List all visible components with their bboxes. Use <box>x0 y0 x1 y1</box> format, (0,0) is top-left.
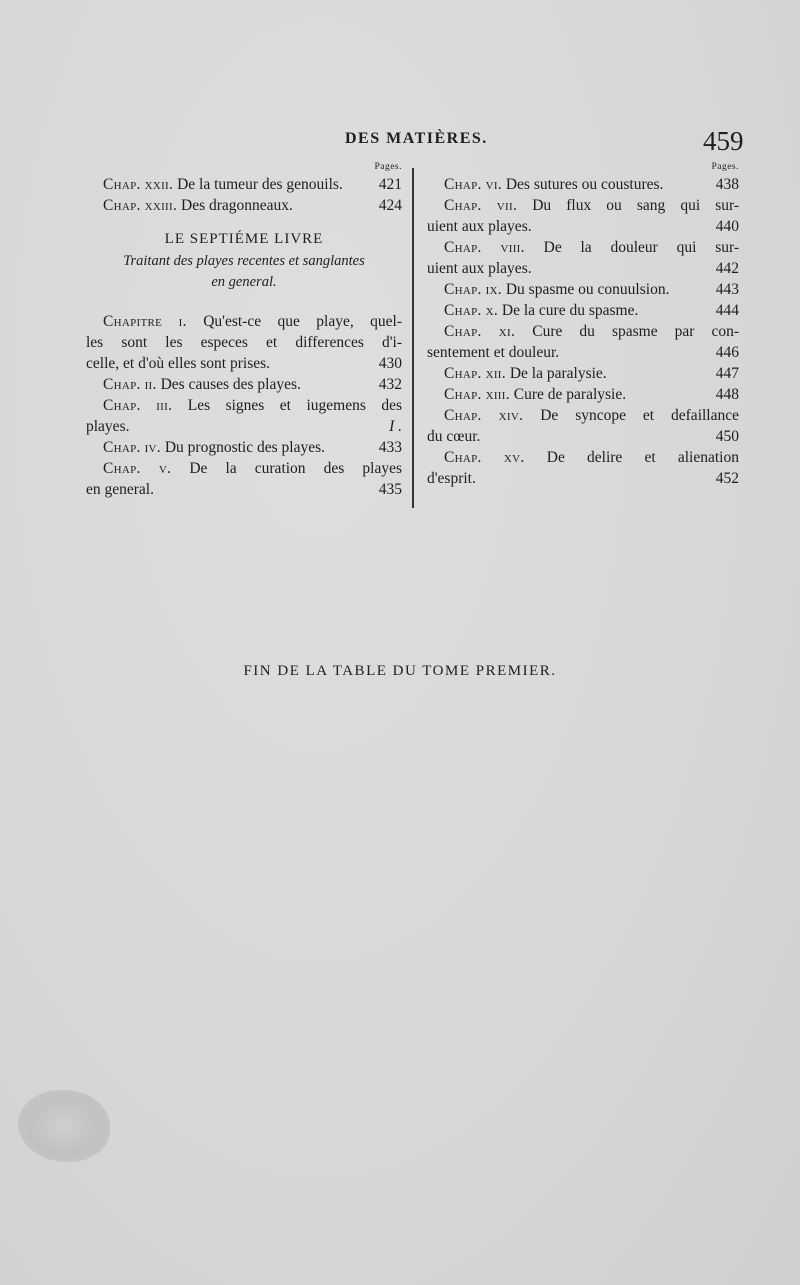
page-ref: I . <box>389 418 402 435</box>
chap-title: De la paralysie. <box>509 365 607 382</box>
page-ref: 443 <box>715 281 739 298</box>
toc-entry-ix <box>427 279 739 300</box>
chap-label: Chap. <box>103 460 141 477</box>
page-ref: 446 <box>715 344 739 361</box>
chap-number: xxiii. <box>144 197 178 214</box>
page-ref: 442 <box>715 260 739 277</box>
column-divider <box>412 168 414 508</box>
chap-title: De delire et alienation <box>546 449 739 466</box>
page-ref: 421 <box>378 176 402 193</box>
chap-title: Qu'est-ce que playe, quel- <box>203 313 403 330</box>
toc-entry-xv <box>427 447 739 489</box>
page-ref: 444 <box>715 302 739 319</box>
toc-entry-ii <box>86 374 402 395</box>
chap-label: Chap. <box>444 323 482 340</box>
chap-title: Cure du spasme par con- <box>532 323 740 340</box>
toc-entry-iv <box>86 437 402 458</box>
chap-title-cont: celle, et d'où elles sont prises. <box>86 355 271 372</box>
book-subtitle <box>86 251 402 293</box>
chap-label: Chapitre <box>103 313 163 330</box>
chap-number: xiii. <box>485 386 510 403</box>
chap-number: iv. <box>144 439 161 456</box>
toc-entry-iii <box>86 395 402 437</box>
page-ref: 430 <box>378 355 402 372</box>
page-ref: 452 <box>715 470 739 487</box>
pages-label-right: Pages. <box>711 162 739 172</box>
chap-title: Du prognostic des playes. <box>164 439 325 456</box>
chap-label: Chap. <box>444 239 482 256</box>
toc-entry-viii <box>427 237 739 279</box>
page-ref: 448 <box>715 386 739 403</box>
chap-title: De la douleur qui sur- <box>543 239 739 256</box>
chap-label: Chap. <box>444 386 482 403</box>
chap-title-cont: du cœur. <box>427 428 481 445</box>
running-head <box>0 128 800 158</box>
right-column <box>427 160 739 489</box>
chap-title-cont: sentement et douleur. <box>427 344 560 361</box>
toc-entry-xxiii <box>86 195 402 216</box>
chap-label: Chap. <box>444 176 482 193</box>
paper-stain <box>18 1090 110 1162</box>
chap-title: Des sutures ou coustures. <box>505 176 664 193</box>
chap-title: Du flux ou sang qui sur- <box>532 197 740 214</box>
toc-entry-vi <box>427 174 739 195</box>
chap-title: Des dragonneaux. <box>181 197 293 214</box>
toc-entry-xii <box>427 363 739 384</box>
chap-title: Les signes et iugemens des <box>187 397 402 414</box>
chap-label: Chap. <box>103 176 141 193</box>
page-ref: 450 <box>715 428 739 445</box>
toc-entry-xiii <box>427 384 739 405</box>
chap-number: vii. <box>496 197 518 214</box>
chap-title-cont: uient aux playes. <box>427 218 532 235</box>
chap-title-cont: uient aux playes. <box>427 260 532 277</box>
chap-label: Chap. <box>444 407 482 424</box>
chap-label: Chap. <box>444 302 482 319</box>
chap-number: xv. <box>503 449 525 466</box>
toc-entry-xiv <box>427 405 739 447</box>
chap-title: Cure de paralysie. <box>513 386 627 403</box>
chap-number: xiv. <box>498 407 524 424</box>
chap-title: De la cure du spasme. <box>501 302 639 319</box>
book-subtitle-line: en general. <box>211 274 277 290</box>
chap-label: Chap. <box>103 439 141 456</box>
toc-entry-xxii <box>86 174 402 195</box>
chap-title-cont: les sont les especes et differences d'i- <box>86 334 402 351</box>
chap-number: iii. <box>156 397 173 414</box>
chap-number: xi. <box>498 323 516 340</box>
chap-title: De la curation des playes <box>189 460 402 477</box>
chap-label: Chap. <box>444 197 482 214</box>
chap-title: De syncope et defaillance <box>540 407 739 424</box>
chap-title: Du spasme ou conuulsion. <box>505 281 670 298</box>
chap-title: Des causes des playes. <box>160 376 301 393</box>
pages-label-left: Pages. <box>374 162 402 172</box>
page-ref: 440 <box>715 218 739 235</box>
page-ref: 447 <box>715 365 739 382</box>
chap-number: xxii. <box>144 176 174 193</box>
chap-number: ii. <box>144 376 157 393</box>
chap-label: Chap. <box>103 397 141 414</box>
book-heading: LE SEPTIÉME LIVRE <box>164 231 324 247</box>
end-of-table: FIN DE LA TABLE DU TOME PREMIER. <box>243 663 557 679</box>
page-ref: 438 <box>715 176 739 193</box>
chap-label: Chap. <box>444 365 482 382</box>
book-subtitle-line: Traitant des playes recentes et sanglantes <box>123 253 365 269</box>
chap-label: Chap. <box>103 197 141 214</box>
chap-number: xii. <box>485 365 506 382</box>
toc-entry-vii <box>427 195 739 237</box>
chap-number: vi. <box>485 176 502 193</box>
chap-label: Chap. <box>444 281 482 298</box>
chap-label: Chap. <box>444 449 482 466</box>
running-head-title: DES MATIÈRES. <box>345 130 488 147</box>
chap-number: x. <box>485 302 499 319</box>
left-column <box>86 160 402 500</box>
page-ref: 433 <box>378 439 402 456</box>
toc-entry-x <box>427 300 739 321</box>
page-ref: 424 <box>378 197 402 214</box>
page-number: 459 <box>703 126 744 156</box>
chap-number: ix. <box>485 281 502 298</box>
chap-number: i. <box>178 313 187 330</box>
toc-entry-v <box>86 458 402 500</box>
chap-title-cont: en general. <box>86 481 154 498</box>
chap-title: De la tumeur des genouils. <box>177 176 343 193</box>
chap-number: viii. <box>500 239 525 256</box>
chap-number: v. <box>158 460 172 477</box>
chap-title-cont: d'esprit. <box>427 470 476 487</box>
chap-label: Chap. <box>103 376 141 393</box>
chap-title-cont: playes. <box>86 418 130 435</box>
toc-entry-i <box>86 311 402 374</box>
toc-entry-xi <box>427 321 739 363</box>
page-ref: 432 <box>378 376 402 393</box>
page-ref: 435 <box>378 481 402 498</box>
